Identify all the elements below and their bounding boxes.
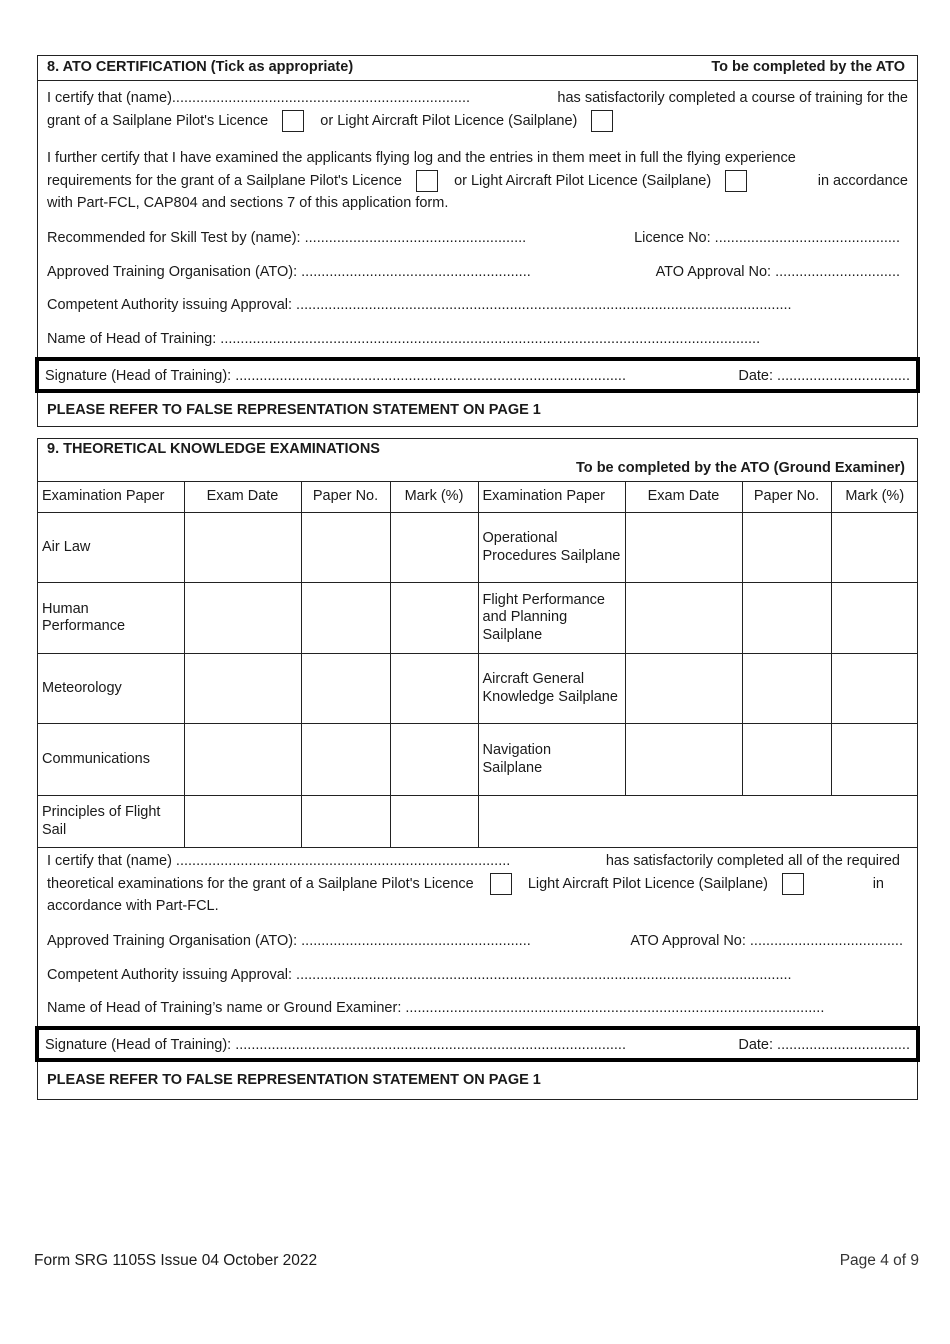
paper-no-cell[interactable] — [301, 796, 390, 848]
paper-name: Aircraft General Knowledge Sailplane — [478, 654, 625, 724]
exam-competent-authority-field[interactable]: Competent Authority issuing Approval: ........................................................................................................................... — [47, 967, 792, 983]
paper-name: Navigation Sailplane — [478, 724, 625, 796]
paper-no-cell[interactable] — [301, 654, 390, 724]
paper-name: Air Law — [38, 513, 184, 583]
paper-name: Operational Procedures Sailplane — [478, 513, 625, 583]
exam-ato-approval-no-field[interactable]: ATO Approval No: ...................................... — [630, 933, 903, 949]
col-header: Mark (%) — [831, 482, 918, 513]
in-accordance-text: in accordance — [817, 173, 908, 189]
further-lapl-checkbox[interactable] — [725, 170, 747, 192]
further-certify-line-3: with Part-FCL, CAP804 and sections 7 of this application form. — [47, 195, 449, 211]
col-header: Examination Paper — [38, 482, 184, 513]
empty-merged-cell — [478, 796, 918, 848]
exam-certify-line-1 — [47, 850, 908, 872]
section-9-title: 9. THEORETICAL KNOWLEDGE EXAMINATIONS — [47, 441, 380, 457]
col-header: Examination Paper — [478, 482, 625, 513]
recommended-row — [47, 227, 908, 249]
exam-date-cell[interactable] — [625, 583, 742, 654]
exam-date-cell[interactable] — [184, 796, 301, 848]
exam-certify-name-field[interactable]: I certify that (name) ................................................................................... — [47, 853, 511, 869]
exam-date-cell[interactable] — [184, 583, 301, 654]
exam-date-cell[interactable] — [625, 513, 742, 583]
paper-no-cell[interactable] — [742, 513, 831, 583]
certify-name-field[interactable]: I certify that (name).......................................................................... — [47, 90, 471, 106]
mark-cell[interactable] — [831, 724, 918, 796]
exam-signature-box — [35, 1026, 920, 1062]
ato-field[interactable]: Approved Training Organisation (ATO): ......................................................... — [47, 264, 531, 280]
signature-row — [45, 365, 910, 387]
mark-cell[interactable] — [390, 796, 478, 848]
licence-no-field[interactable]: Licence No: .............................................. — [634, 230, 900, 246]
col-header: Paper No. — [301, 482, 390, 513]
lapl-checkbox[interactable] — [591, 110, 613, 132]
paper-no-cell[interactable] — [301, 724, 390, 796]
mark-cell[interactable] — [831, 583, 918, 654]
exam-date-cell[interactable] — [184, 513, 301, 583]
exam-certify-text: has satisfactorily completed all of the required — [605, 853, 900, 869]
exam-spl-checkbox[interactable] — [490, 873, 512, 895]
exam-false-representation-notice: PLEASE REFER TO FALSE REPRESENTATION STATEMENT ON PAGE 1 — [47, 1072, 541, 1088]
paper-no-cell[interactable] — [301, 513, 390, 583]
exam-table — [38, 482, 918, 848]
ato-row — [47, 261, 908, 283]
mark-cell[interactable] — [390, 654, 478, 724]
paper-name: Human Performance — [38, 583, 184, 654]
exam-date-field[interactable]: Date: ................................. — [738, 1037, 910, 1053]
recommended-field[interactable]: Recommended for Skill Test by (name): ....................................................... — [47, 230, 527, 246]
mark-cell[interactable] — [831, 654, 918, 724]
exam-date-cell[interactable] — [625, 654, 742, 724]
section-9-header — [38, 439, 917, 482]
signature-box — [35, 357, 920, 393]
page-number: Page 4 of 9 — [839, 1252, 919, 1269]
head-of-training-field[interactable]: Name of Head of Training: ...................................................................................................................................... — [47, 331, 761, 347]
exam-date-cell[interactable] — [184, 654, 301, 724]
exam-ato-row — [47, 930, 908, 952]
col-header: Exam Date — [184, 482, 301, 513]
ato-approval-no-field[interactable]: ATO Approval No: ............................... — [655, 264, 900, 280]
in-text: in — [872, 876, 884, 892]
section-8-ato-certification — [37, 55, 918, 427]
table-row — [38, 513, 918, 583]
signature-field[interactable]: Signature (Head of Training): ................................................................................................. — [45, 368, 626, 384]
exam-table-header-row — [38, 482, 918, 513]
paper-name: Communications — [38, 724, 184, 796]
section-8-header — [38, 56, 917, 81]
further-certify-line-1: I further certify that I have examined the applicants flying log and the entries in them meet in full the flying experience — [47, 150, 796, 166]
table-row — [38, 796, 918, 848]
exam-certify-line-2 — [47, 873, 908, 895]
mark-cell[interactable] — [831, 513, 918, 583]
mark-cell[interactable] — [390, 583, 478, 654]
section-9-completed-by: To be completed by the ATO (Ground Examiner) — [576, 460, 905, 476]
certify-line-2 — [47, 110, 908, 132]
exam-signature-field[interactable]: Signature (Head of Training): ................................................................................................. — [45, 1037, 626, 1053]
spl-checkbox[interactable] — [282, 110, 304, 132]
certify-line-1 — [47, 87, 908, 109]
exam-certify-line-3: accordance with Part-FCL. — [47, 898, 219, 914]
ground-examiner-field[interactable]: Name of Head of Training’s name or Ground Examiner: ........................................................................................................ — [47, 1000, 825, 1016]
lapl-label: or Light Aircraft Pilot Licence (Sailplane) — [320, 113, 578, 129]
col-header: Exam Date — [625, 482, 742, 513]
form-reference: Form SRG 1105S Issue 04 October 2022 — [34, 1252, 318, 1269]
table-row — [38, 724, 918, 796]
paper-no-cell[interactable] — [742, 583, 831, 654]
spl-label: grant of a Sailplane Pilot's Licence — [47, 113, 269, 129]
exam-spl-label: theoretical examinations for the grant of a Sailplane Pilot's Licence — [47, 876, 474, 892]
further-lapl-label: or Light Aircraft Pilot Licence (Sailplane) — [454, 173, 712, 189]
further-certify-line-2 — [47, 170, 908, 192]
mark-cell[interactable] — [390, 724, 478, 796]
exam-date-cell[interactable] — [184, 724, 301, 796]
further-spl-label: requirements for the grant of a Sailplane Pilot's Licence — [47, 173, 402, 189]
further-spl-checkbox[interactable] — [416, 170, 438, 192]
mark-cell[interactable] — [390, 513, 478, 583]
paper-name: Meteorology — [38, 654, 184, 724]
paper-name: Principles of Flight Sail — [38, 796, 184, 848]
exam-signature-row — [45, 1034, 910, 1056]
section-8-completed-by: To be completed by the ATO — [711, 59, 905, 75]
table-row — [38, 583, 918, 654]
col-header: Paper No. — [742, 482, 831, 513]
table-row — [38, 654, 918, 724]
paper-no-cell[interactable] — [301, 583, 390, 654]
exam-ato-field[interactable]: Approved Training Organisation (ATO): ......................................................... — [47, 933, 531, 949]
exam-lapl-label: Light Aircraft Pilot Licence (Sailplane) — [527, 876, 768, 892]
section-9-theoretical-exams — [37, 438, 918, 1100]
paper-name: Flight Performance and Planning Sailplane — [478, 583, 625, 654]
certify-text: has satisfactorily completed a course of training for the — [557, 90, 908, 106]
paper-no-cell[interactable] — [742, 654, 831, 724]
section-8-title: 8. ATO CERTIFICATION (Tick as appropriate) — [47, 59, 354, 75]
exam-date-cell[interactable] — [625, 724, 742, 796]
col-header: Mark (%) — [390, 482, 478, 513]
competent-authority-field[interactable]: Competent Authority issuing Approval: ........................................................................................................................... — [47, 297, 792, 313]
false-representation-notice: PLEASE REFER TO FALSE REPRESENTATION STATEMENT ON PAGE 1 — [47, 402, 541, 418]
paper-no-cell[interactable] — [742, 724, 831, 796]
date-field[interactable]: Date: ................................. — [738, 368, 910, 384]
exam-lapl-checkbox[interactable] — [782, 873, 804, 895]
